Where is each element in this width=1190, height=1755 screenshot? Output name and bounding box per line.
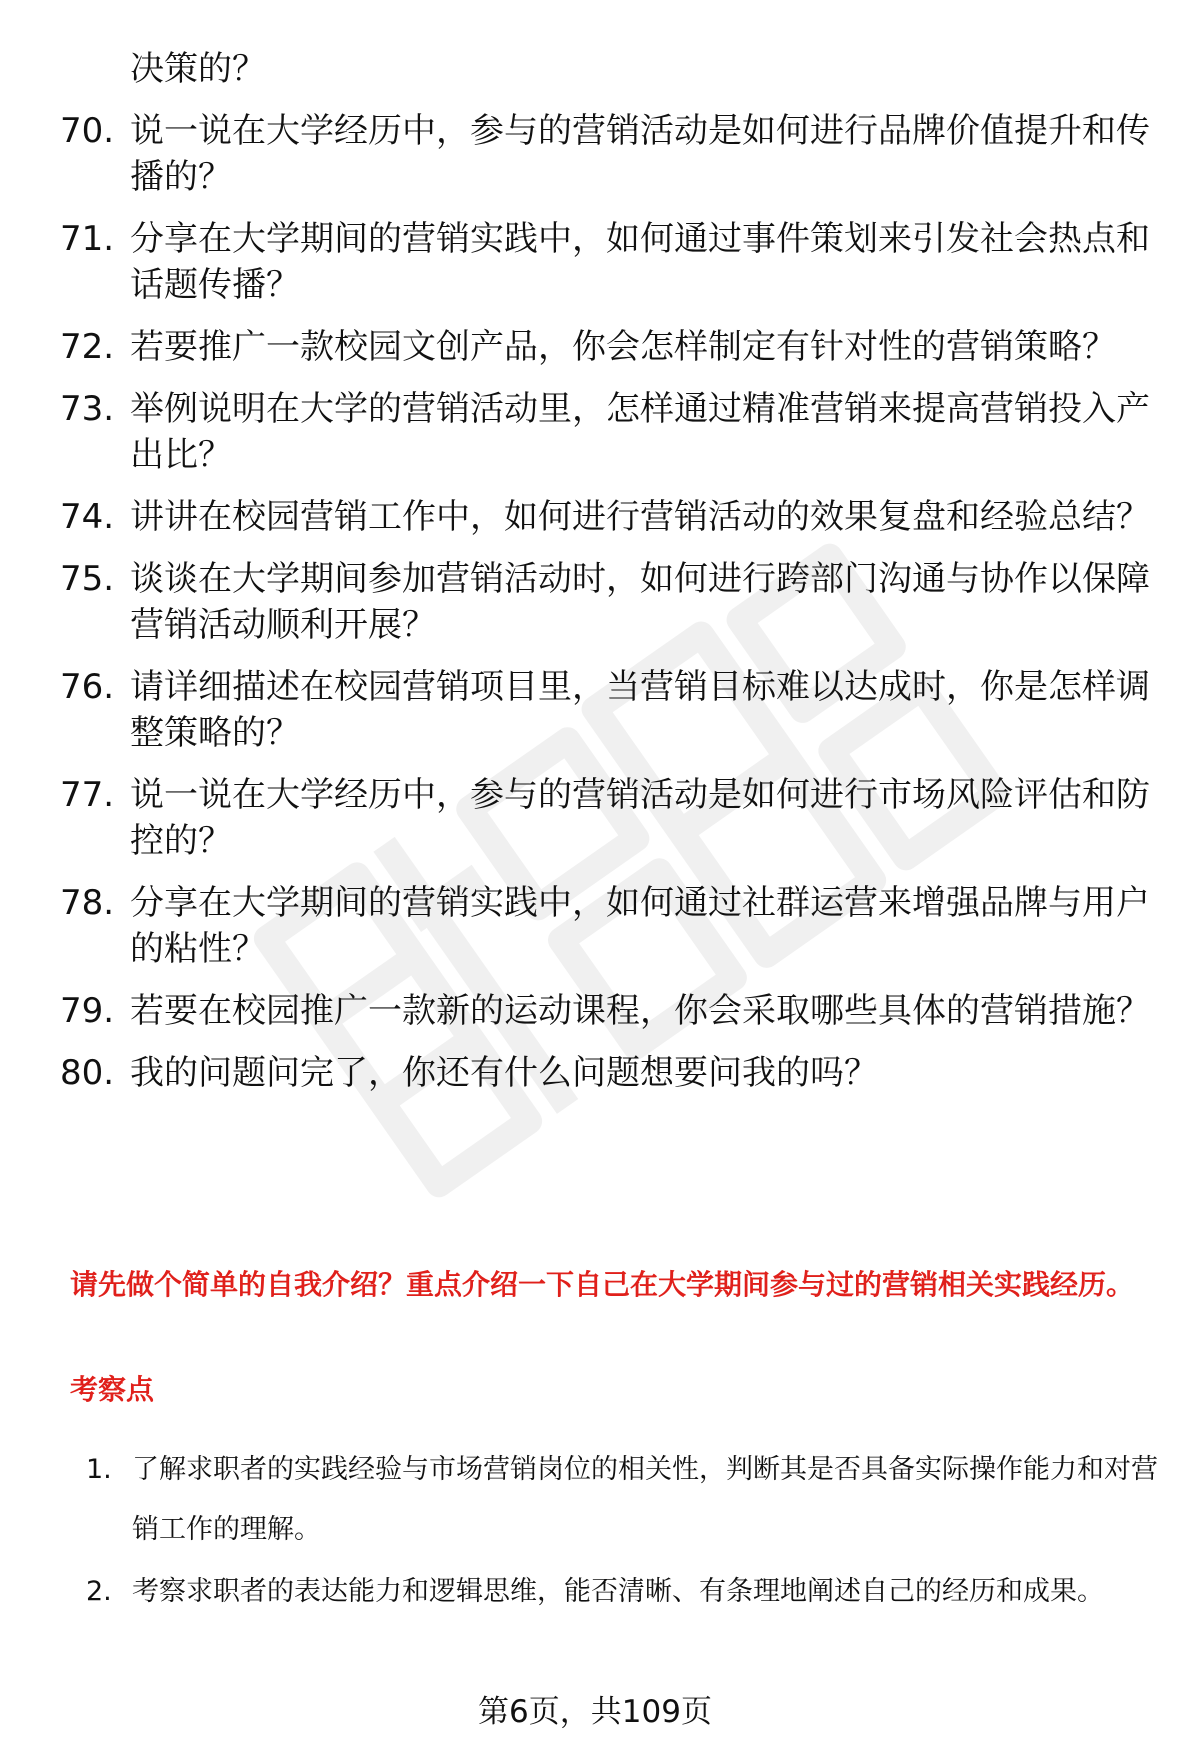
question-number: 72. [60,327,115,367]
point-text: 了解求职者的实践经验与市场营销岗位的相关性，判断其是否具备实际操作能力和对营销工作的理解。 [132,1454,1158,1545]
point-number: 1. [86,1454,112,1485]
question-number: 73. [60,389,115,429]
question-number: 79. [60,991,115,1031]
list-item [60,386,1160,478]
list-item [60,324,1160,370]
question-list [60,46,1160,1112]
question-text: 我的问题问完了，你还有什么问题想要问我的吗？ [130,1053,878,1093]
page-footer: 第6页，共109页 [478,1694,712,1730]
point-number: 2. [86,1576,112,1607]
question-text: 说一说在大学经历中，参与的营销活动是如何进行市场风险评估和防控的？ [130,775,1150,861]
question-text: 若要推广一款校园文创产品，你会怎样制定有针对性的营销策略？ [130,327,1116,367]
list-item [86,1440,1166,1560]
question-text: 若要在校园推广一款新的运动课程，你会采取哪些具体的营销措施？ [130,991,1150,1031]
question-text: 决策的？ [130,49,266,89]
point-text: 考察求职者的表达能力和逻辑思维，能否清晰、有条理地阐述自己的经历和成果。 [132,1576,1104,1607]
question-text: 分享在大学期间的营销实践中，如何通过社群运营来增强品牌与用户的粘性？ [130,883,1150,969]
question-text: 说一说在大学经历中，参与的营销活动是如何进行品牌价值提升和传播的？ [130,111,1150,197]
question-number: 80. [60,1053,115,1093]
list-item [60,772,1160,864]
question-text: 谈谈在大学期间参加营销活动时，如何进行跨部门沟通与协作以保障营销活动顺利开展？ [130,559,1150,645]
list-item [60,880,1160,972]
assessment-points [86,1440,1166,1624]
list-item [60,494,1160,540]
list-item [60,664,1160,756]
question-number: 78. [60,883,115,923]
question-number: 76. [60,667,115,707]
question-text: 讲讲在校园营销工作中，如何进行营销活动的效果复盘和经验总结？ [130,497,1150,537]
list-item [60,216,1160,308]
question-number: 71. [60,219,115,259]
question-number: 74. [60,497,115,537]
list-item [60,108,1160,200]
question-number: 75. [60,559,115,599]
question-text: 请详细描述在校园营销项目里，当营销目标难以达成时，你是怎样调整策略的？ [130,667,1150,753]
question-number: 77. [60,775,115,815]
question-text: 分享在大学期间的营销实践中，如何通过事件策划来引发社会热点和话题传播？ [130,219,1150,305]
question-number: 70. [60,111,115,151]
list-item [60,46,1160,92]
list-item [60,1050,1160,1096]
list-item [60,556,1160,648]
list-item [60,988,1160,1034]
section-subheading: 考察点 [70,1373,155,1406]
list-item [86,1562,1166,1622]
question-text: 举例说明在大学的营销活动里，怎样通过精准营销来提高营销投入产出比？ [130,389,1150,475]
section-heading: 请先做个简单的自我介绍？重点介绍一下自己在大学期间参与过的营销相关实践经历。 [70,1268,1135,1301]
